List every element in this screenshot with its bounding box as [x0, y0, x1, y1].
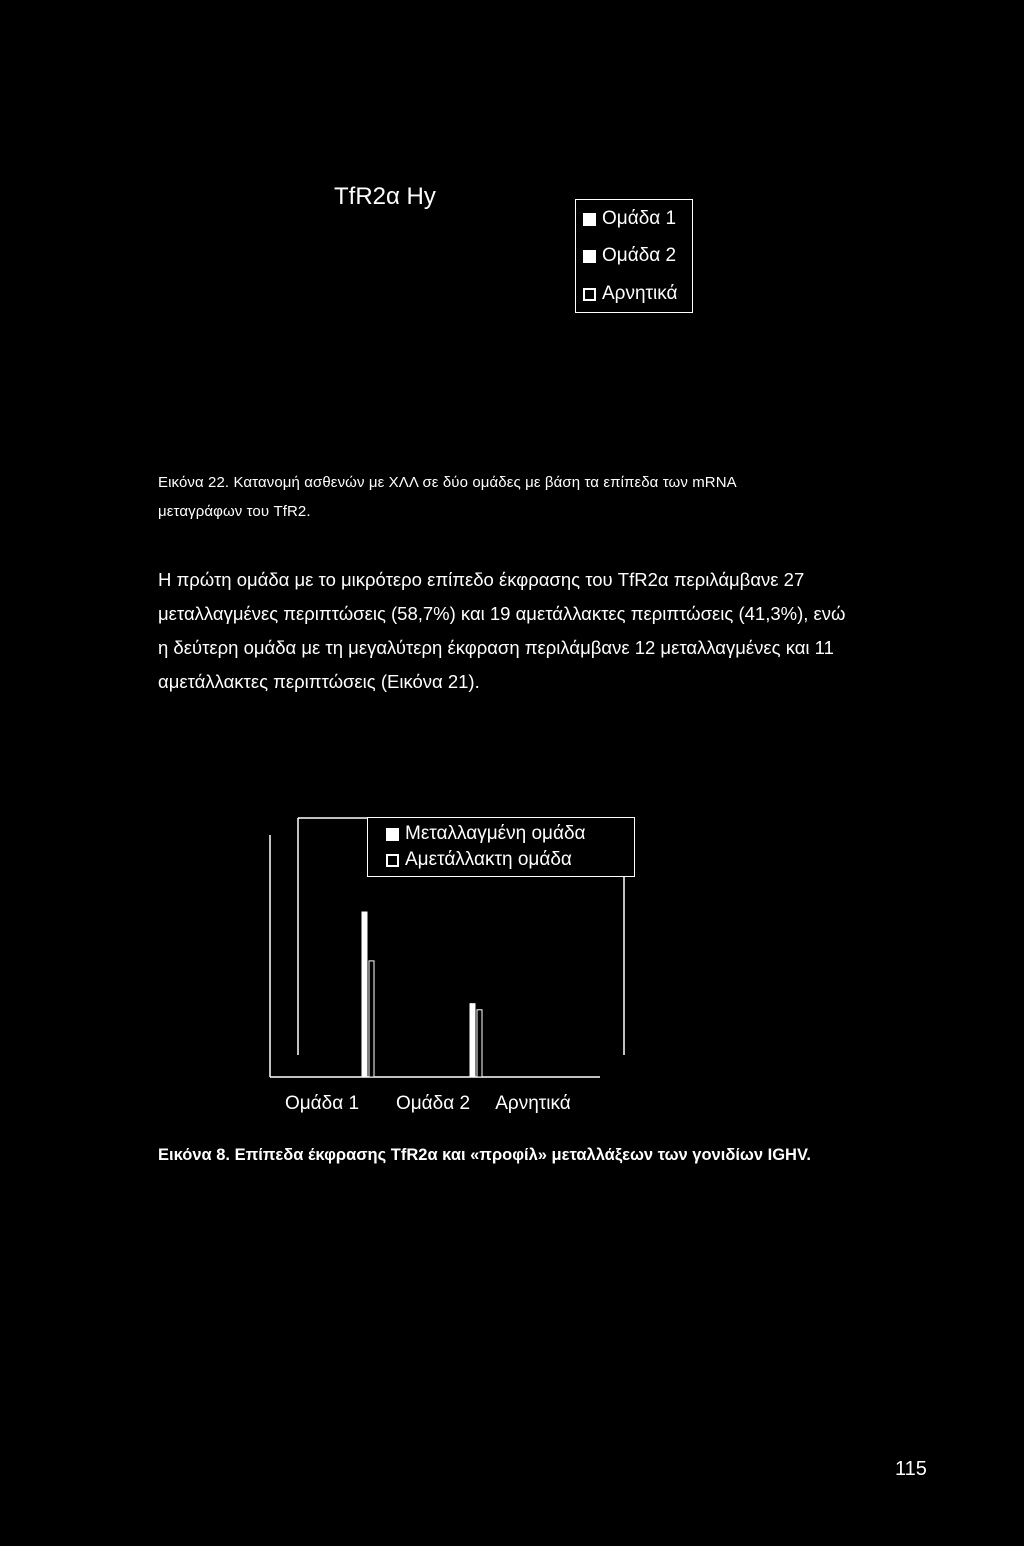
legend-label: Ομάδα 1	[602, 208, 677, 229]
legend-label: Αμετάλλακτη ομάδα	[405, 849, 572, 870]
legend-item-unmutated	[386, 849, 572, 871]
bar-unmutated-1	[369, 961, 374, 1077]
bar-mutated-2	[470, 1004, 475, 1077]
figure-title: TfR2α Hy	[334, 183, 436, 210]
chart-legend	[367, 817, 635, 877]
legend-item-mutated	[386, 823, 586, 845]
paragraph-line: Η πρώτη ομάδα με το μικρότερο επίπεδο έκφρασης του TfR2α περιλάμβανε 27	[158, 569, 805, 590]
figure-caption-line: μεταγράφων του TfR2.	[158, 503, 311, 520]
bar-unmutated-2	[477, 1010, 482, 1077]
paragraph-line: αμετάλλακτες περιπτώσεις (Εικόνα 21).	[158, 671, 480, 692]
bar-mutated-1	[362, 912, 367, 1077]
legend-label: Ομάδα 2	[602, 245, 677, 266]
page-number: 115	[895, 1458, 927, 1480]
legend-label: Αρνητικά	[602, 283, 678, 304]
bars-group	[362, 912, 482, 1077]
figure-caption-line: Εικόνα 22. Κατανομή ασθενών με ΧΛΛ σε δύο ομάδες με βάση τα επίπεδα των mRNA	[158, 474, 737, 491]
figure-caption: Εικόνα 8. Επίπεδα έκφρασης TfR2α και «προφίλ» μεταλλάξεων των γονιδίων IGHV.	[158, 1146, 812, 1164]
paragraph-line: μεταλλαγμένες περιπτώσεις (58,7%) και 19 αμετάλλακτες περιπτώσεις (41,3%), ενώ	[158, 603, 846, 624]
paragraph-line: η δεύτερη ομάδα με τη μεγαλύτερη έκφραση περιλάμβανε 12 μεταλλαγμένες και 11	[158, 637, 834, 658]
x-tick-label: Ομάδα 2	[395, 1093, 471, 1114]
legend-label: Μεταλλαγμένη ομάδα	[405, 823, 586, 844]
hollow-square-icon	[386, 854, 399, 867]
filled-square-icon	[386, 828, 399, 841]
x-tick-label: Ομάδα 1	[284, 1093, 360, 1114]
x-tick-label: Αρνητικά	[495, 1093, 571, 1114]
